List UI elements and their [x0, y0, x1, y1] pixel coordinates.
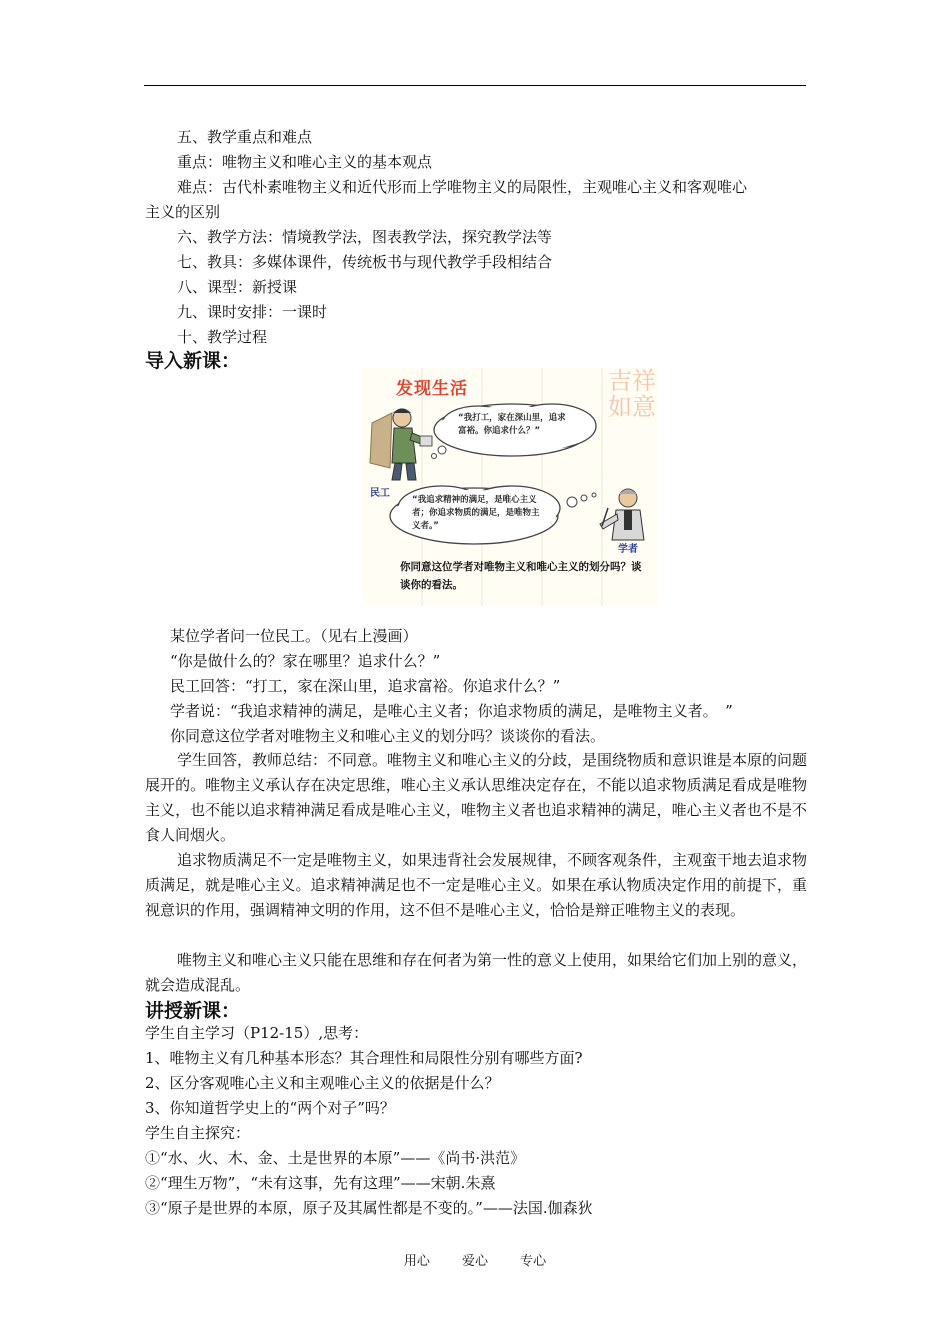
comic-question: 你同意这位学者对唯物主义和唯心主义的划分吗？谈谈你的看法。 — [400, 561, 642, 591]
dialog-prompt: 你同意这位学者对唯物主义和唯心主义的划分吗？谈谈你的看法。 — [170, 727, 606, 745]
worker-label: 民工 — [370, 488, 390, 499]
section-seven: 七、教具：多媒体课件，传统板书与现代教学手段相结合 — [177, 253, 553, 271]
quote-2: ②“理生万物”，“未有这事，先有这理”——宋朝.朱熹 — [145, 1174, 496, 1192]
dialog-worker-answer: 民工回答：“打工，家在深山里，追求富裕。你追求什么？” — [170, 677, 561, 695]
dialog-scholar-answer: 学者说：“我追求精神的满足，是唯心主义者；你追求物质的满足，是唯物主义者。 ” — [170, 702, 733, 720]
page-footer — [0, 1250, 950, 1269]
heading-new-lesson: 讲授新课： — [145, 1000, 241, 1022]
section-eight: 八、课型：新授课 — [177, 278, 298, 296]
quote-1: ①“水、火、木、金、土是世界的本原”——《尚书·洪范》 — [145, 1149, 526, 1167]
dialog-intro: 某位学者问一位民工。（见右上漫画） — [170, 627, 418, 645]
study-question-2: 2、区分客观唯心主义和主观唯心主义的依据是什么？ — [145, 1074, 500, 1092]
section-five: 五、教学重点和难点 — [177, 128, 313, 146]
footer-word-1: 用心 — [403, 1254, 430, 1269]
header-rule — [144, 85, 806, 86]
footer-word-3: 专心 — [520, 1254, 547, 1269]
difficult-point: 难点：古代朴素唯物主义和近代形而上学唯物主义的局限性，主观唯心主义和客观唯心 — [177, 178, 748, 196]
comic-stamp: 吉祥如意 — [608, 368, 656, 421]
comic-illustration — [362, 368, 658, 606]
scholar-bubble-text: “我追求精神的满足，是唯心主义者；你追求物质的满足，是唯物主义者。” — [412, 495, 540, 531]
section-nine: 九、课时安排：一课时 — [177, 303, 328, 321]
paragraph-material: 追求物质满足不一定是唯物主义，如果违背社会发展规律，不顾客观条件，主观蛮干地去追求物质满足，就是唯心主义。追求精神满足也不一定是唯心主义。如果在承认物质决定作用的前提下，重视意识的作用，强调精神文明的作用，这不但不是唯心主义，恰恰是辩正唯物主义的表现。 — [145, 851, 808, 919]
worker-figure — [370, 409, 432, 481]
section-ten: 十、教学过程 — [177, 328, 268, 346]
study-intro: 学生自主学习（P12-15）,思考： — [145, 1024, 369, 1042]
difficult-point-cont: 主义的区别 — [145, 203, 221, 221]
comic-title: 发现生活 — [396, 379, 468, 399]
dialog-question: “你是做什么的？家在哪里？追求什么？” — [170, 652, 441, 670]
paragraph-usage: 唯物主义和唯心主义只能在思维和存在何者为第一性的意义上使用，如果给它们加上别的意义，就会造成混乱。 — [145, 951, 808, 994]
footer-word-2: 爱心 — [461, 1254, 488, 1269]
section-six: 六、教学方法：情境教学法，图表教学法，探究教学法等 — [177, 228, 553, 246]
scholar-label: 学者 — [618, 544, 638, 555]
scholar-figure — [600, 489, 644, 540]
quote-3: ③“原子是世界的本原，原子及其属性都是不变的。”——法国.伽森狄 — [145, 1199, 593, 1217]
paragraph-summary: 学生回答，教师总结：不同意。唯物主义和唯心主义的分歧，是围绕物质和意识谁是本原的问题展开的。唯物主义承认存在决定思维，唯心主义承认思维决定存在，不能以追求物质满足看成是唯物主义，也不能以追求精神满足看成是唯心主义，唯物主义者也追求精神的满足，唯心主义者也不是不食人间烟火。 — [145, 751, 808, 844]
study-question-3: 3、你知道哲学史上的“两个对子”吗？ — [145, 1099, 395, 1117]
study-question-1: 1、唯物主义有几种基本形态？其合理性和局限性分别有哪些方面? — [145, 1049, 583, 1067]
worker-bubble-text: “我打工，家在深山里，追求富裕。你追求什么？” — [458, 413, 566, 436]
explore-intro: 学生自主探究： — [145, 1124, 251, 1142]
heading-intro: 导入新课： — [145, 350, 241, 372]
key-point: 重点：唯物主义和唯心主义的基本观点 — [177, 153, 433, 171]
